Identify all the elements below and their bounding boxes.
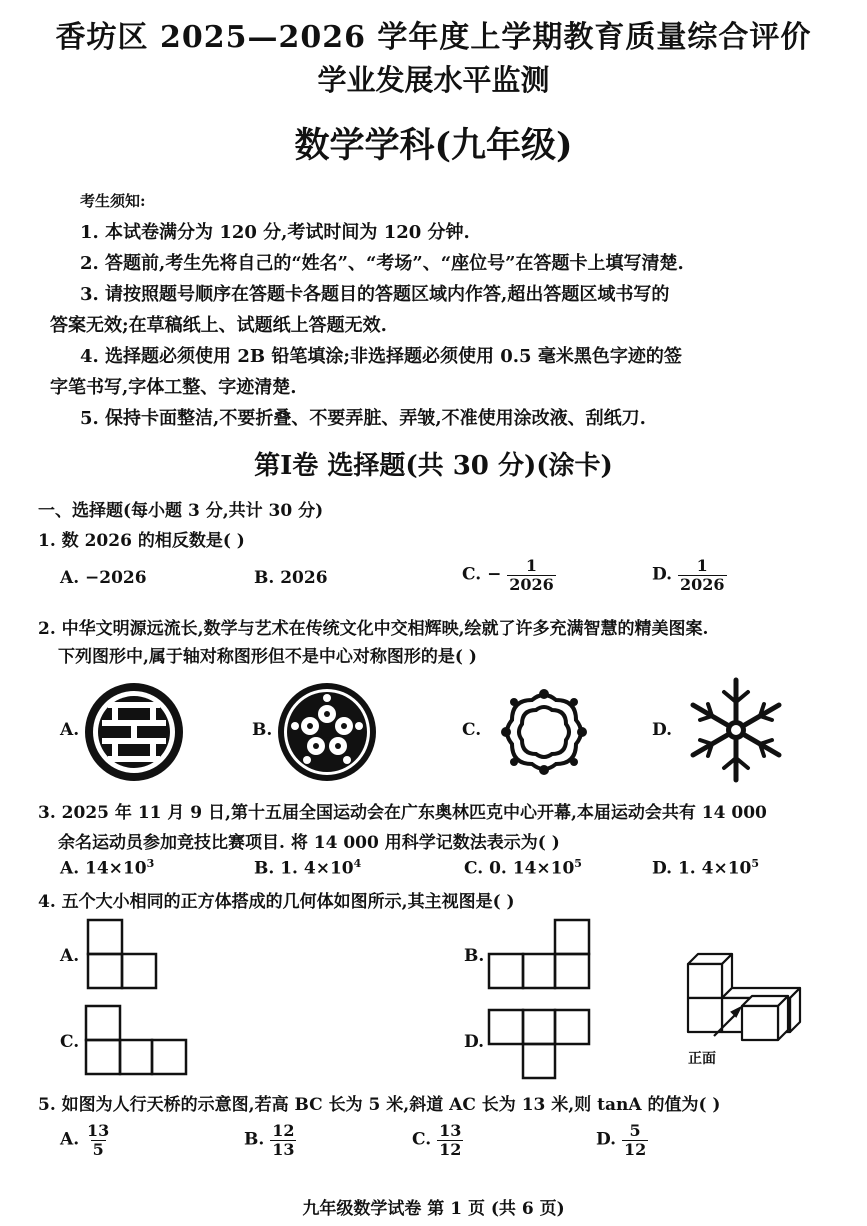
pattern-b-figure bbox=[275, 680, 379, 784]
section-title: 第Ⅰ卷 选择题(共 30 分)(涂卡) bbox=[254, 451, 613, 481]
q2-label-b: B. bbox=[252, 720, 273, 740]
q5-c-fraction: $\frac{13}{12}$ bbox=[439, 1121, 462, 1159]
q4-label-c: C. bbox=[60, 1032, 80, 1052]
q5-b-fraction: $\frac{12}{13}$ bbox=[272, 1121, 295, 1159]
part-heading: 一、选择题(每小题 3 分,共计 30 分) bbox=[38, 501, 324, 521]
q5-option-c: C. $\frac{13}{12}$ bbox=[412, 1121, 462, 1159]
pattern-d-figure bbox=[680, 674, 792, 786]
q4-view-a bbox=[86, 918, 158, 990]
q1-c-fraction: $\frac{1}{2026}$ bbox=[509, 556, 554, 594]
q4-solid-figure bbox=[684, 950, 806, 1042]
q2-stem-line2: 下列图形中,属于轴对称图形但不是中心对称图形的是( ) bbox=[58, 647, 477, 667]
q2-label-c: C. bbox=[462, 720, 482, 740]
q5-option-a: A. $\frac{13}{5}$ bbox=[60, 1121, 110, 1159]
q2-stem-line1: 2. 中华文明源远流长,数学与艺术在传统文化中交相辉映,绘就了许多充满智慧的精美图案. bbox=[38, 619, 709, 639]
q5-option-b: B. $\frac{12}{13}$ bbox=[244, 1121, 295, 1159]
q1-option-d: D. $\frac{1}{2026}$ bbox=[652, 556, 725, 594]
q4-stem: 4. 五个大小相同的正方体搭成的几何体如图所示,其主视图是( ) bbox=[38, 892, 515, 912]
notice-item-4: 4. 选择题必须使用 2B 铅笔填涂;非选择题必须使用 0.5 毫米黑色字迹的签 bbox=[80, 346, 682, 367]
q5-a-fraction: $\frac{13}{5}$ bbox=[87, 1121, 110, 1159]
q3-option-a: A. $14\times 10^3$ bbox=[60, 857, 155, 879]
q1-option-a: A. −2026 bbox=[60, 568, 147, 588]
notice-heading: 考生须知: bbox=[80, 192, 146, 210]
q5-option-d: D. $\frac{5}{12}$ bbox=[596, 1121, 647, 1159]
q4-label-a: A. bbox=[60, 946, 80, 966]
q1-d-fraction: $\frac{1}{2026}$ bbox=[679, 556, 725, 594]
exam-title-line2: 学业发展水平监测 bbox=[317, 63, 550, 97]
notice-item-3-cont: 答案无效;在草稿纸上、试题纸上答题无效. bbox=[50, 315, 387, 336]
q3-option-b: B. 1. $4\times 10^4$ bbox=[254, 857, 362, 879]
q3-stem-line1: 3. 2025 年 11 月 9 日,第十五届全国运动会在广东奥林匹克中心开幕,本届运动会共有 14 000 bbox=[38, 803, 767, 823]
q4-view-d bbox=[487, 1008, 591, 1080]
q4-view-c bbox=[84, 1004, 188, 1076]
q4-front-label: 正面 bbox=[688, 1051, 716, 1067]
notice-item-3: 3. 请按照题号顺序在答题卡各题目的答题区域内作答,超出答题区域书写的 bbox=[80, 284, 670, 305]
q2-label-d: D. bbox=[652, 720, 673, 740]
exam-title-line1: 香坊区 2025—2026 学年度上学期教育质量综合评价 bbox=[55, 20, 812, 55]
q3-stem-line2: 余名运动员参加竞技比赛项目. 将 14 000 用科学记数法表示为( ) bbox=[58, 833, 560, 853]
notice-item-1: 1. 本试卷满分为 120 分,考试时间为 120 分钟. bbox=[80, 222, 470, 243]
q3-option-c: C. 0. $14\times 10^5$ bbox=[464, 857, 582, 879]
q1-option-c: C. − $\frac{1}{2026}$ bbox=[462, 556, 554, 594]
exam-subject-title: 数学学科(九年级) bbox=[294, 125, 573, 166]
q4-label-b: B. bbox=[464, 946, 485, 966]
q2-label-a: A. bbox=[60, 720, 80, 740]
notice-item-4-cont: 字笔书写,字体工整、字迹清楚. bbox=[50, 377, 297, 398]
pattern-c-figure bbox=[492, 680, 596, 784]
page-footer: 九年级数学试卷 第 1 页 (共 6 页) bbox=[302, 1199, 565, 1219]
q4-label-d: D. bbox=[464, 1032, 485, 1052]
q5-d-fraction: $\frac{5}{12}$ bbox=[623, 1121, 647, 1159]
q1-option-b: B. 2026 bbox=[254, 568, 328, 588]
notice-item-5: 5. 保持卡面整洁,不要折叠、不要弄脏、弄皱,不准使用涂改液、刮纸刀. bbox=[80, 408, 646, 429]
pattern-a-figure bbox=[82, 680, 186, 784]
notice-item-2: 2. 答题前,考生先将自己的“姓名”、“考场”、“座位号”在答题卡上填写清楚. bbox=[80, 253, 684, 274]
q4-view-b bbox=[487, 918, 591, 990]
q5-stem: 5. 如图为人行天桥的示意图,若高 BC 长为 5 米,斜道 AC 长为 13 米,则 tanA 的值为( ) bbox=[38, 1095, 721, 1115]
q3-option-d: D. 1. $4\times 10^5$ bbox=[652, 857, 760, 879]
q1-stem: 1. 数 2026 的相反数是( ) bbox=[38, 531, 245, 551]
